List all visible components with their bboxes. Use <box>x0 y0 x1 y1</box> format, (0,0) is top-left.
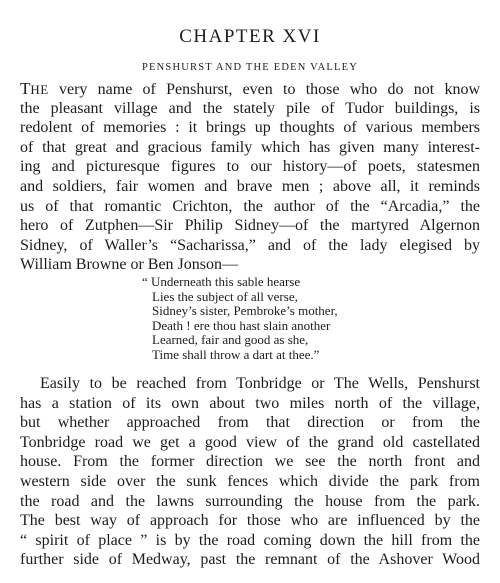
chapter-subtitle: PENSHURST AND THE EDEN VALLEY <box>141 62 359 73</box>
lead-small-caps: HE <box>30 82 49 97</box>
text-line: hero of Zutphen—Sir Philip Sidney—of the martyred Algernon <box>20 217 480 235</box>
text-line: redolent of memories : it brings up thoughts of various members <box>20 119 480 137</box>
text-line: “ spirit of place ” is by the road coming down the hill from the <box>20 531 480 549</box>
verse-line: Sidney’s sister, Pembroke’s mother, <box>152 303 338 318</box>
text-line: Sidney, of Waller’s “Sacharissa,” and of the lady elegised by <box>20 236 480 254</box>
verse-quotation <box>142 275 338 362</box>
text-line <box>20 79 480 99</box>
text-line: further side of Medway, past the remnant of the Ashover Wood <box>20 551 480 569</box>
text-line: but whether approached from that direction or from the <box>20 414 480 432</box>
verse-line: Death ! ere thou hast slain another <box>152 317 331 333</box>
paragraph-opening <box>20 79 480 275</box>
text-line: the pleasant village and the stately pile of Tudor buildings, is <box>20 99 480 117</box>
verse-line: Learned, fair and good as she, <box>152 332 309 347</box>
text-line: western side over the sunk fences which divide the park from <box>20 472 480 490</box>
text-line: house. From the former direction we see the north front and <box>20 453 480 471</box>
text-line: Easily to be reached from Tonbridge or The Wells, Penshurst <box>40 375 480 392</box>
text-line: Tonbridge road we get a good view of the grand old castellated <box>20 433 480 451</box>
text-line: us of that romantic Crichton, the author of the “Arcadia,” the <box>20 197 480 215</box>
lead-capital: T <box>20 79 31 98</box>
chapter-title: CHAPTER XVI <box>179 26 321 47</box>
text-line: has a station of its own about two miles north of the village, <box>20 394 480 412</box>
verse-line: Lies the subject of all verse, <box>152 288 298 304</box>
text-line: the road and the lawns surrounding the house from the park. <box>20 492 480 510</box>
text-line: William Browne or Ben Jonson— <box>20 256 238 274</box>
paragraph-second <box>20 374 480 570</box>
verse-line: “ Underneath this sable hearse <box>142 274 301 289</box>
verse-line: Time shall throw a dart at thee.” <box>152 346 320 362</box>
text-line: and soldiers, fair women and brave men ; above all, it reminds <box>20 177 480 195</box>
text-line: The best way of approach for those who are influenced by the <box>20 512 480 530</box>
line-text: very name of Penshurst, even to those who do not know <box>48 81 480 98</box>
text-line: ing and picturesque figures to our history—of poets, statesmen <box>20 158 480 176</box>
text-line: of that great and gracious family which has given many interest- <box>20 138 480 156</box>
